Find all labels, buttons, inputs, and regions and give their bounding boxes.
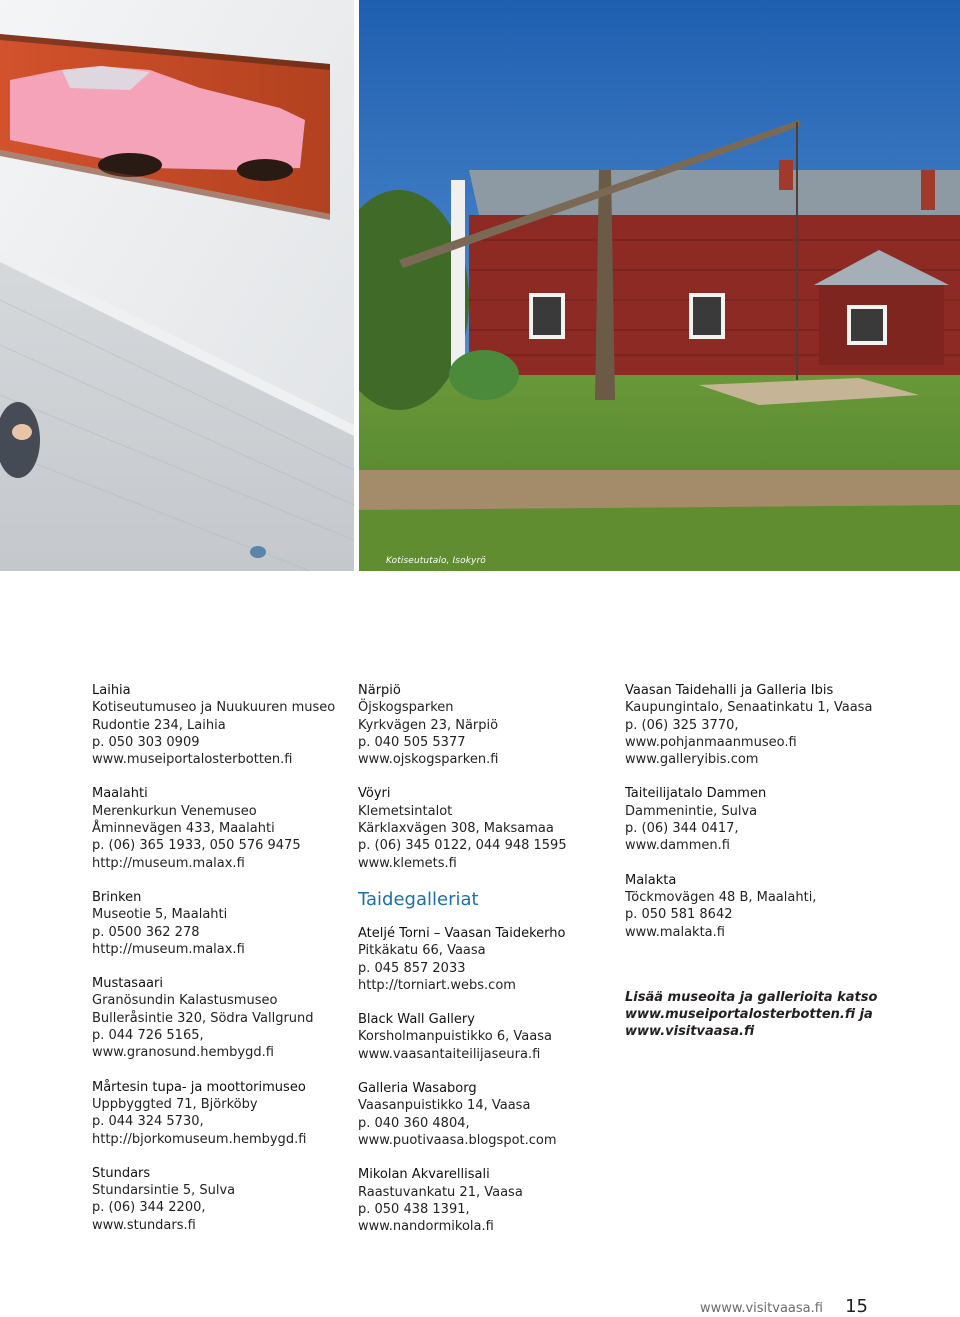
page-footer [700, 1296, 868, 1317]
listing-line: Öjskogsparken [358, 700, 454, 716]
listing-url[interactable]: www.dammen.fi [625, 838, 730, 854]
note-link[interactable]: www.visitvaasa.fi [625, 1024, 755, 1040]
listing-url[interactable]: www.puotivaasa.blogspot.com [358, 1132, 557, 1148]
page-number: 15 [845, 1296, 868, 1317]
listing-title: Mårtesin tupa- ja moottorimuseo [92, 1079, 306, 1095]
listing-address: Kaupungintalo, Senaatinkatu 1, Vaasa [625, 700, 873, 716]
listing-url[interactable]: www.malakta.fi [625, 924, 725, 940]
listing-url[interactable]: http://museum.malax.fi [92, 941, 245, 957]
listing-black-wall [358, 1011, 618, 1063]
listing-address: Korsholmanpuistikko 6, Vaasa [358, 1029, 552, 1045]
listing-address: Vaasanpuistikko 14, Vaasa [358, 1098, 531, 1114]
listing-malakta [625, 872, 895, 941]
listing-maalahti [92, 785, 352, 871]
listing-url[interactable]: http://torniart.webs.com [358, 977, 516, 993]
listing-phone: p. 040 360 4804, [358, 1115, 470, 1131]
listing-phone: p. (06) 345 0122, 044 948 1595 [358, 838, 567, 854]
listing-narpio [358, 682, 618, 768]
listing-phone: p. 050 581 8642 [625, 907, 733, 923]
listing-title: Stundars [92, 1165, 151, 1181]
listing-phone: p. 0500 362 278 [92, 924, 200, 940]
listing-title: Maalahti [92, 786, 148, 802]
more-info-note [625, 989, 895, 1041]
listing-phone: p. (06) 344 2200, [92, 1200, 206, 1216]
listing-title: Laihia [92, 683, 131, 698]
farmhouse-photo [359, 0, 960, 571]
listing-title: Mustasaari [92, 976, 163, 992]
listing-address: Åminnevägen 433, Maalahti [92, 821, 275, 837]
listing-title: Ateljé Torni – Vaasan Taidekerho [358, 925, 566, 941]
listing-taidehalli [625, 682, 895, 768]
listing-title: Black Wall Gallery [358, 1012, 475, 1028]
listing-phone: p. 050 438 1391, [358, 1201, 470, 1217]
listing-atelje-torni [358, 925, 618, 994]
footer-url[interactable]: wwww.visitvaasa.fi [700, 1301, 823, 1316]
listing-address: Museotie 5, Maalahti [92, 907, 228, 923]
listing-url[interactable]: www.galleryibis.com [625, 752, 759, 768]
listing-address: Raastuvankatu 21, Vaasa [358, 1184, 523, 1200]
listing-dammen [625, 785, 895, 854]
listing-stundars [92, 1165, 352, 1234]
listing-brinken [92, 889, 352, 958]
listing-address: Pitkäkatu 66, Vaasa [358, 943, 486, 959]
listing-phone: p. 050 303 0909 [92, 734, 200, 750]
listing-address: Kyrkvägen 23, Närpiö [358, 717, 499, 733]
note-link[interactable]: www.museiportalosterbotten.fi ja [625, 1007, 873, 1023]
listing-phone: p. 044 324 5730, [92, 1114, 204, 1130]
listing-url[interactable]: http://bjorkomuseum.hembygd.fi [92, 1131, 307, 1147]
listing-title: Brinken [92, 889, 142, 905]
listing-address: Uppbyggted 71, Björköby [92, 1096, 258, 1112]
listing-phone: p. 044 726 5165, [92, 1028, 204, 1044]
museums-column-1 [92, 682, 352, 1251]
listing-url[interactable]: www.vaasantaiteilijaseura.fi [358, 1046, 541, 1062]
listing-title: Vaasan Taidehalli ja Galleria Ibis [625, 683, 834, 698]
museums-column-2 [358, 682, 618, 1252]
listing-url[interactable]: www.klemets.fi [358, 855, 457, 871]
farmhouse-photo-image [359, 0, 960, 571]
listing-martesin [92, 1079, 352, 1148]
listing-phone: p. 045 857 2033 [358, 960, 466, 976]
listing-phone: p. 040 505 5377 [358, 734, 466, 750]
listing-voyri [358, 785, 618, 871]
listing-mustasaari [92, 975, 352, 1061]
section-heading-galleries: Taidegalleriat [358, 888, 479, 910]
listing-line: Granösundin Kalastusmuseo [92, 993, 278, 1009]
note-line: Lisää museoita ja gallerioita katso [625, 989, 878, 1005]
listing-address: Bulleråsintie 320, Södra Vallgrund [92, 1010, 314, 1026]
listing-title: Taiteilijatalo Dammen [625, 786, 767, 802]
listing-phone: p. (06) 365 1933, 050 576 9475 [92, 838, 301, 854]
listing-address: Dammenintie, Sulva [625, 803, 758, 819]
galleries-column-3 [625, 682, 895, 1041]
listing-title: Närpiö [358, 683, 401, 698]
listing-line: Kotiseutumuseo ja Nuukuuren museo [92, 700, 336, 716]
listing-title: Vöyri [358, 786, 391, 802]
listing-url[interactable]: www.museiportalosterbotten.fi [92, 752, 293, 768]
listing-url[interactable]: www.pohjanmaanmuseo.fi [625, 734, 797, 750]
gallery-photo-image [0, 0, 354, 571]
listing-address: Rudontie 234, Laihia [92, 717, 226, 733]
listing-address: Stundarsintie 5, Sulva [92, 1183, 236, 1199]
listing-url[interactable]: www.ojskogsparken.fi [358, 752, 499, 768]
listing-title: Mikolan Akvarellisali [358, 1167, 490, 1183]
listing-url[interactable]: www.stundars.fi [92, 1217, 196, 1233]
listing-phone: p. (06) 325 3770, [625, 717, 739, 733]
listing-line: Klemetsintalot [358, 803, 453, 819]
gallery-photo [0, 0, 354, 571]
listing-phone: p. (06) 344 0417, [625, 821, 739, 837]
listing-title: Malakta [625, 872, 677, 888]
listing-wasaborg [358, 1080, 618, 1149]
listing-laihia [92, 682, 352, 768]
listing-mikola [358, 1166, 618, 1235]
listing-url[interactable]: www.nandormikola.fi [358, 1219, 494, 1235]
listing-url[interactable]: http://museum.malax.fi [92, 855, 245, 871]
photo-caption: Kotiseututalo, Isokyrö [386, 556, 486, 566]
listing-title: Galleria Wasaborg [358, 1081, 477, 1097]
listing-url[interactable]: www.granosund.hembygd.fi [92, 1045, 274, 1061]
listing-address: Töckmovägen 48 B, Maalahti, [625, 889, 817, 905]
listing-line: Merenkurkun Venemuseo [92, 803, 257, 819]
listing-address: Kärklaxvägen 308, Maksamaa [358, 821, 554, 837]
